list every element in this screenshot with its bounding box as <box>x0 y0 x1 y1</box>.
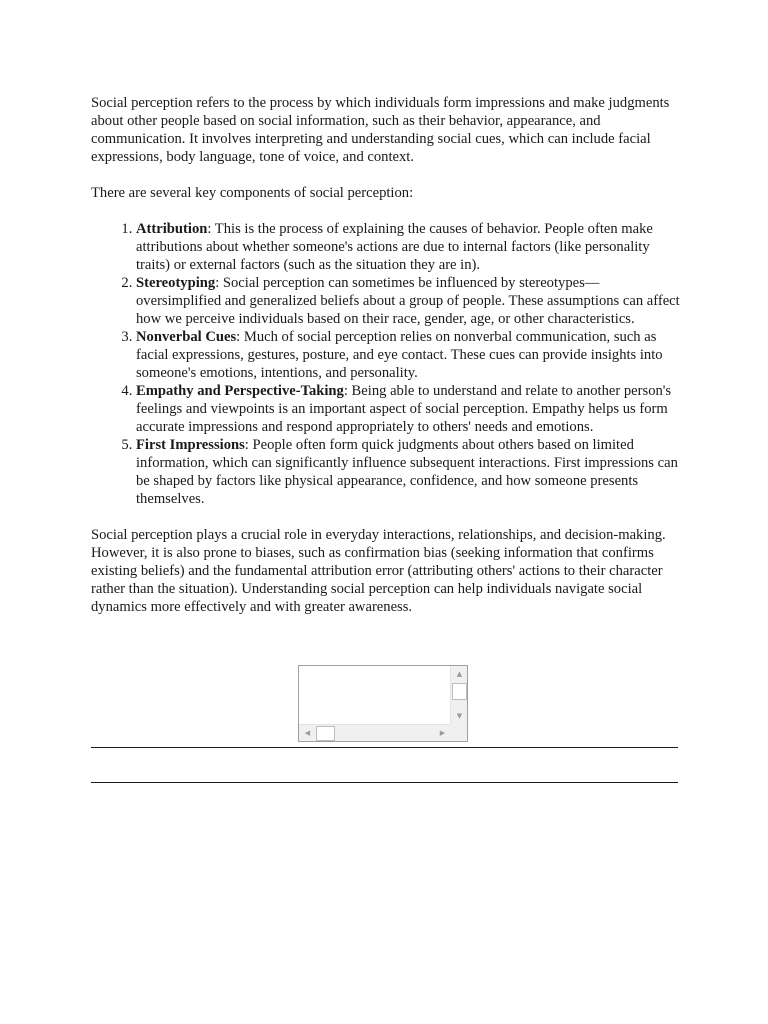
component-term: First Impressions <box>136 437 245 453</box>
component-text: : Being able to understand and relate to another person's feelings and viewpoints is an important aspect of social perception. Empathy helps us form accurate impressions and respond appropriately to others' needs and emotions. <box>136 383 672 435</box>
list-item <box>136 220 681 274</box>
arrow-up-icon[interactable]: ▲ <box>456 670 463 678</box>
arrow-down-icon[interactable]: ▼ <box>456 712 463 720</box>
list-item <box>136 382 681 436</box>
components-list <box>91 220 681 508</box>
component-term: Nonverbal Cues <box>136 329 237 345</box>
component-text: : Social perception can sometimes be influenced by stereotypes—oversimplified and generalized beliefs about a group of people. These assumptions can affect how we perceive individuals based on their race, gender, age, or other characteristics. <box>136 275 680 327</box>
component-text: : This is the process of explaining the causes of behavior. People often make attributions about whether someone's actions are due to internal factors (like personality traits) or external factors (such as the situation they are in). <box>136 221 653 273</box>
list-item <box>136 274 681 328</box>
comment-textarea[interactable] <box>298 665 468 742</box>
components-lead: There are several key components of social perception: <box>91 185 414 201</box>
conclusion-paragraph: Social perception plays a crucial role in everyday interactions, relationships, and decision-making. However, it is also prone to biases, such as confirmation bias (seeking information that confirms existing beliefs) and the fundamental attribution error (attributing others' actions to their character rather than the situation). Understanding social perception can help individuals navigate social dynamics more effectively and with greater awareness. <box>91 527 666 615</box>
list-item <box>136 328 681 382</box>
component-text: : Much of social perception relies on nonverbal communication, such as facial expressions, gestures, posture, and eye contact. These cues can provide insights into someone's emotions, intentions, and personality. <box>136 329 663 381</box>
intro-paragraph: Social perception refers to the process by which individuals form impressions and make judgments about other people based on social information, such as their behavior, appearance, and communication. It involves interpreting and understanding social cues, which can include facial expressions, body language, tone of voice, and context. <box>91 95 670 165</box>
document-body <box>91 94 681 616</box>
arrow-right-icon[interactable]: ▶ <box>439 729 446 737</box>
horizontal-scrollbar[interactable] <box>299 724 451 741</box>
component-text: : People often form quick judgments about others based on limited information, which can significantly influence subsequent interactions. First impressions can be shaped by factors like physical appearance, confidence, and how someone presents themselves. <box>136 437 678 507</box>
horizontal-rule <box>91 782 678 783</box>
vertical-scrollbar[interactable] <box>450 666 467 725</box>
component-term: Empathy and Perspective-Taking <box>136 383 344 399</box>
arrow-left-icon[interactable]: ◀ <box>304 729 311 737</box>
scrollbar-corner <box>450 724 467 741</box>
list-item <box>136 436 681 508</box>
vertical-scroll-thumb[interactable] <box>452 683 467 700</box>
component-term: Stereotyping <box>136 275 216 291</box>
horizontal-rule <box>91 747 678 748</box>
horizontal-scroll-thumb[interactable] <box>316 726 335 741</box>
component-term: Attribution <box>136 221 208 237</box>
